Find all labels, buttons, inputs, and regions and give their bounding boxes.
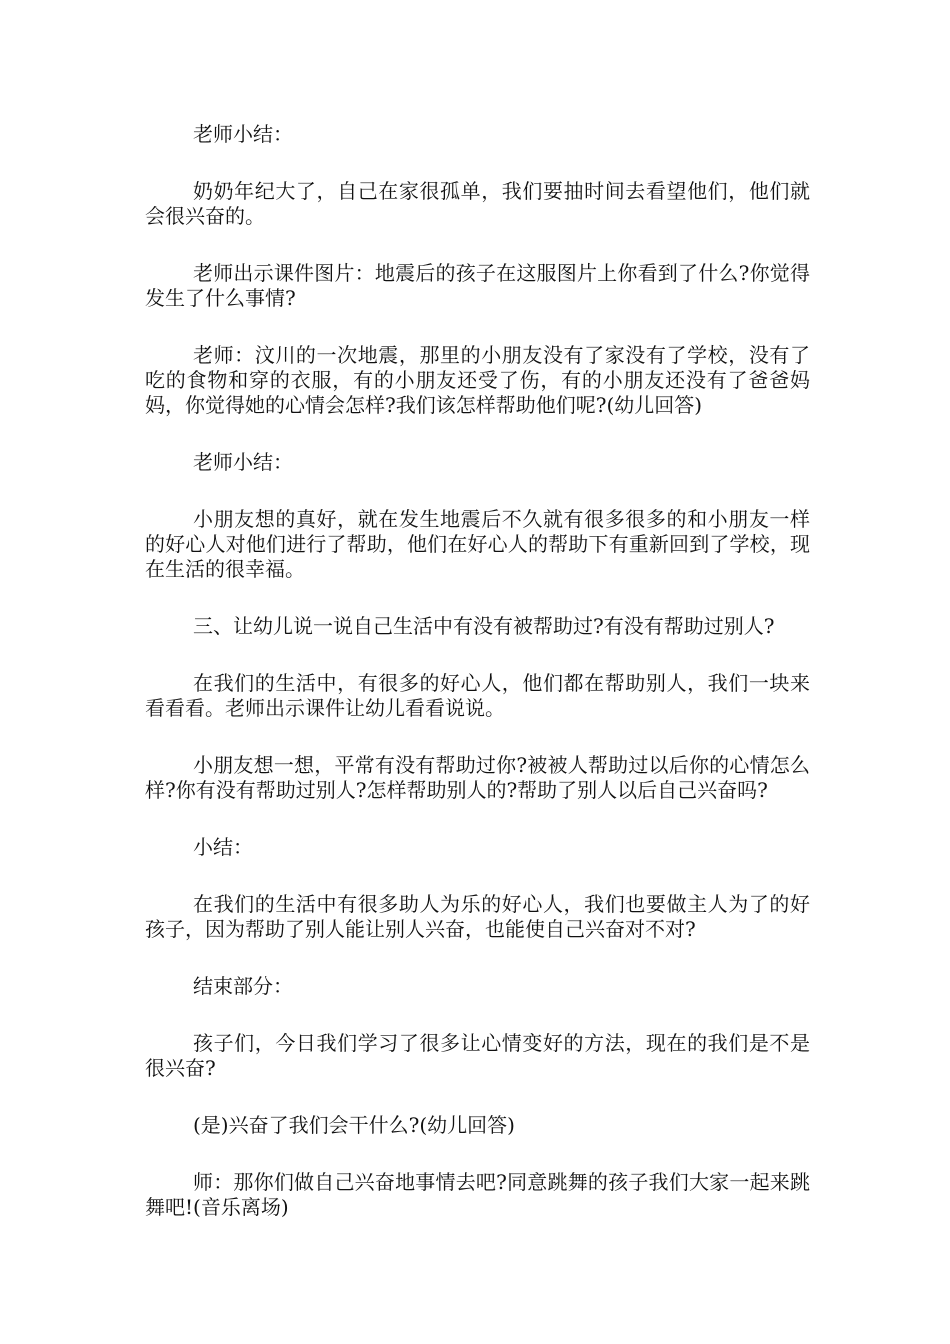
paragraph-ending-heading: 结束部分： (193, 974, 293, 998)
paragraph-ending-question: 孩子们，今日我们学习了很多让心情变好的方法，现在的我们是不是很兴奋? (145, 1031, 810, 1080)
paragraph-section-three: 三、让幼儿说一说自己生活中有没有被帮助过?有没有帮助过别人? (193, 614, 775, 638)
paragraph-teacher-summary-1: 老师小结： (193, 122, 293, 146)
paragraph-wenchuan: 老师：汶川的一次地震，那里的小朋友没有了家没有了学校，没有了吃的食物和穿的衣服，有的小朋友还受了伤，有的小朋友还没有了爸爸妈妈，你觉得她的心情会怎样?我们该怎样帮助他们呢?(幼儿回答) (145, 343, 810, 417)
paragraph-teacher-summary-2: 老师小结： (193, 450, 293, 474)
paragraph-helpful-people: 在我们的生活中有很多助人为乐的好心人，我们也要做主人为了的好孩子，因为帮助了别人能让别人兴奋，也能使自己兴奋对不对? (145, 892, 810, 941)
paragraph-grandma: 奶奶年纪大了，自己在家很孤单，我们要抽时间去看望他们，他们就会很兴奋的。 (145, 179, 810, 228)
paragraph-ending-dance: 师：那你们做自己兴奋地事情去吧?同意跳舞的孩子我们大家一起来跳舞吧!(音乐离场) (145, 1170, 810, 1219)
paragraph-summary: 小结： (193, 835, 253, 859)
paragraph-good-people: 小朋友想的真好，就在发生地震后不久就有很多很多的和小朋友一样的好心人对他们进行了帮助，他们在好心人的帮助下有重新回到了学校，现在生活的很幸福。 (145, 507, 810, 581)
paragraph-think: 小朋友想一想，平常有没有帮助过你?被被人帮助过以后你的心情怎么样?你有没有帮助过别人?怎样帮助别人的?帮助了别人以后自己兴奋吗? (145, 753, 810, 802)
paragraph-ending-answer: (是)兴奋了我们会干什么?(幼儿回答) (193, 1113, 515, 1137)
document-body (145, 122, 810, 1252)
paragraph-earthquake-image: 老师出示课件图片：地震后的孩子在这服图片上你看到了什么?你觉得发生了什么事情? (145, 261, 810, 310)
paragraph-helping-others: 在我们的生活中，有很多的好心人，他们都在帮助别人，我们一块来看看看。老师出示课件让幼儿看看说说。 (145, 671, 810, 720)
